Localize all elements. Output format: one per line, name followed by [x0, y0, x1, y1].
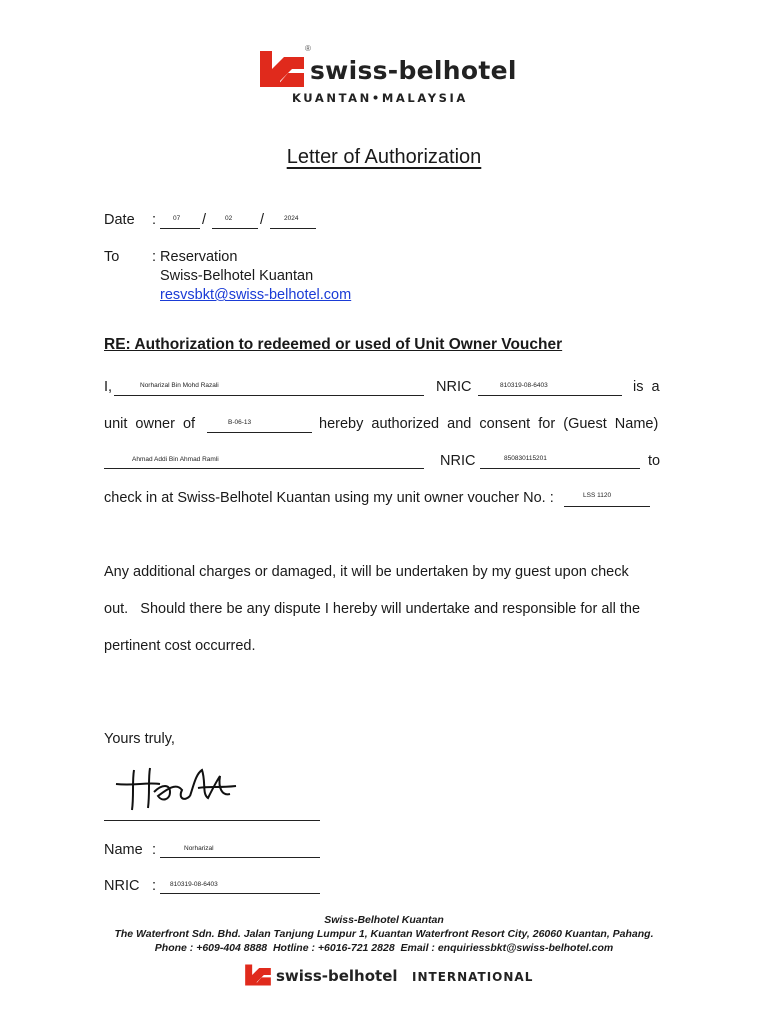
swiss-belhotel-logo-icon [258, 49, 306, 89]
voucher-value: LSS 1120 [583, 492, 612, 499]
owner-nric-line [478, 395, 622, 396]
owner-name-value: Norharizal Bin Mohd Razali [140, 382, 219, 389]
to-line-2: Swiss-Belhotel Kuantan [160, 268, 314, 284]
registered-mark: ® [305, 44, 311, 53]
paragraph-line-1: Any additional charges or damaged, it will be undertaken by my guest upon check [104, 564, 629, 580]
date-day-value: 07 [173, 215, 181, 222]
paragraph-line-3: pertinent cost occurred. [104, 638, 256, 654]
to-email-link[interactable]: resvsbkt@swiss-belhotel.com [160, 287, 352, 303]
date-month-line [212, 228, 258, 229]
to-label: To [104, 249, 120, 265]
paragraph-line-2: out. Should there be any dispute I hereby will undertake and responsible for all the [104, 601, 641, 617]
footer-address: The Waterfront Sdn. Bhd. Jalan Tanjung Lumpur 1, Kuantan Waterfront Resort City, 26060 Kuantan, Pahang. [114, 928, 654, 940]
name-label: Name [104, 842, 143, 858]
unit-no-value: B-06-13 [228, 419, 252, 426]
nric-label-2: NRIC [440, 453, 476, 469]
guest-name-line [104, 468, 424, 469]
date-year-value: 2024 [284, 215, 299, 222]
yours-truly: Yours truly, [104, 731, 175, 747]
owner-name-line [114, 395, 424, 396]
guest-nric-value: 850830115201 [504, 455, 547, 462]
date-colon: : [152, 212, 157, 228]
signature-line [104, 820, 320, 821]
footer-company: Swiss-Belhotel Kuantan [324, 914, 444, 926]
date-month-value: 02 [225, 215, 233, 222]
name-line [160, 857, 320, 858]
guest-name-value: Ahmad Addi Bin Ahmad Ramli [132, 456, 219, 463]
footer-brand-suffix: INTERNATIONAL [412, 970, 534, 984]
voucher-line [564, 506, 650, 507]
nric-label-3: NRIC [104, 878, 140, 894]
date-sep-1: / [202, 212, 207, 228]
subject-line: RE: Authorization to redeemed or used of Unit Owner Voucher [104, 336, 563, 353]
footer-logo [244, 960, 534, 992]
guest-nric-line [480, 468, 640, 469]
unit-owner-of-text: unit owner of [104, 416, 196, 432]
name-colon: : [152, 842, 157, 858]
footer-contacts: Phone : +609-404 8888 Hotline : +6016-721 2828 Email : enquiriessbkt@swiss-belhotel.com [154, 942, 614, 954]
unit-no-line [207, 432, 312, 433]
date-year-line [270, 228, 316, 229]
footer-brand-name: swiss-belhotel [276, 967, 398, 985]
page-title: Letter of Authorization [286, 146, 482, 168]
date-day-line [160, 228, 200, 229]
checkin-text: check in at Swiss-Belhotel Kuantan using my unit owner voucher No. : [104, 490, 554, 506]
nric-label-1: NRIC [436, 379, 472, 395]
to-line-1: : Reservation [152, 249, 238, 265]
header-logo [258, 44, 518, 106]
closing-nric-line [160, 893, 320, 894]
i-label: I, [104, 379, 113, 395]
to-text: to [648, 453, 661, 469]
date-label: Date [104, 212, 135, 228]
owner-nric-value: 810319-08-6403 [500, 382, 548, 389]
nric-colon: : [152, 878, 157, 894]
closing-nric-value: 810319-08-6403 [170, 881, 218, 888]
brand-name: swiss-belhotel [310, 56, 517, 85]
location-text: KUANTAN•MALAYSIA [292, 91, 468, 105]
authorized-text: hereby authorized and consent for (Guest Name) [319, 416, 659, 432]
name-value: Norharizal [184, 845, 214, 852]
date-sep-2: / [260, 212, 265, 228]
swiss-belhotel-logo-icon [244, 962, 272, 988]
signature-mark [112, 762, 238, 816]
is-a-text: is a [633, 379, 660, 395]
